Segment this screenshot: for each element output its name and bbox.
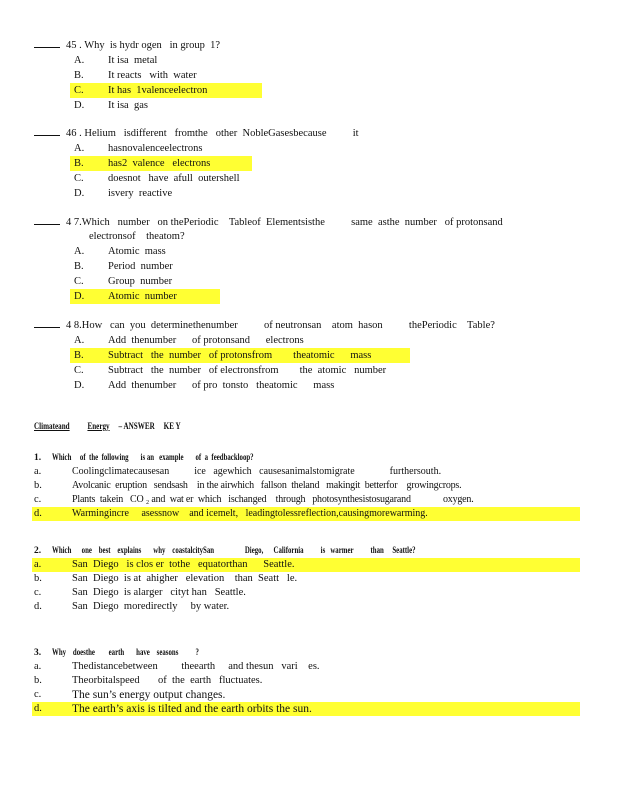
question-text: Which one best explains why coastalcitySan Diego, California is warmer than Seattle? [52, 546, 416, 556]
option-b-highlighted: B. Subtract the number of protonsfrom theatomic mass [34, 348, 594, 363]
question-text: Why is hydr ogen in group 1? [84, 40, 221, 51]
option-b: b. Theorbitalspeed of the earth fluctuates. [34, 675, 263, 686]
option-a: A. hasnovalenceelectrons [74, 143, 203, 154]
option-a: A. Atomic mass [74, 246, 166, 257]
key-question-2 [34, 545, 594, 614]
option-d: D. Add thenumber of pro tonsto theatomic mass [74, 380, 335, 391]
question-text: How can you determinethenumber of neutronsan atom hason thePeriodic Table? [81, 320, 495, 331]
question-45 [34, 38, 594, 113]
question-text: Why doesthe earth have seasons ? [52, 648, 199, 658]
key-question-1 [34, 452, 594, 521]
option-d-highlighted: d. The earth’s axis is tilted and the earth orbits the sun. [34, 702, 594, 716]
answer-key-title: Climateand Energy – ANSWER KE Y [34, 422, 181, 432]
question-number: 46 . [66, 128, 82, 139]
option-b: b. San Diego is at ahigher elevation than Seatt le. [34, 573, 298, 584]
option-b: b. Avolcanic eruption sendsash in the airwhich fallson theland makingit betterfor growingcrops. [34, 480, 462, 491]
option-b: B. Period number [74, 261, 173, 272]
answer-blank [34, 38, 60, 48]
option-d: D. isvery reactive [74, 188, 173, 199]
option-a: A. Add thenumber of protonsand electrons [74, 335, 304, 346]
key-question-3 [34, 647, 594, 716]
question-text: Helium isdifferent fromthe other NobleGasesbecause it [84, 128, 359, 139]
option-d-highlighted: D. Atomic number [34, 289, 594, 304]
question-number: 3. [34, 648, 42, 658]
answer-blank [34, 215, 60, 225]
question-text: Which number on thePeriodic Tableof Elementsisthe same asthe number of protonsand [81, 217, 503, 228]
question-47 [34, 215, 594, 304]
option-c: C. Group number [74, 276, 173, 287]
option-d-highlighted: d. Warmingincre asessnow and icemelt, leadingtolessreflection,causingmorewarming. [34, 507, 594, 521]
option-a: a. Coolingclimatecausesan ice agewhich causesanimalstomigrate furthersouth. [34, 466, 442, 477]
question-number: 45 . [66, 40, 82, 51]
question-number: 1. [34, 453, 42, 463]
option-c: c. San Diego is alarger cityt han Seattle. [34, 587, 246, 598]
option-d: D. It isa gas [74, 100, 148, 111]
option-a-highlighted: a. San Diego is clos er tothe equatorthan Seattle. [34, 558, 594, 572]
option-c: C. doesnot have afull outershell [74, 173, 240, 184]
answer-blank [34, 318, 60, 328]
option-a: a. Thedistancebetween theearth and thesun vari es. [34, 661, 320, 672]
question-number: 2. [34, 546, 42, 556]
option-b-highlighted: B. has2 valence electrons [34, 156, 594, 171]
option-c: C. Subtract the number of electronsfrom the atomic number [74, 365, 387, 376]
question-46 [34, 126, 594, 201]
answer-blank [34, 126, 60, 136]
option-d: d. San Diego moredirectly by water. [34, 601, 230, 612]
option-c-highlighted: C. It has 1valenceelectron [34, 83, 594, 98]
option-b: B. It reacts with water [74, 70, 197, 81]
question-continuation: electronsof theatom? [89, 231, 185, 242]
option-c: c. Plants takein CO ₂ and wat er which ischanged through photosynthesistosugarand oxygen. [34, 494, 474, 505]
option-a: A. It isa metal [74, 55, 158, 66]
option-c: c. The sun’s energy output changes. [34, 689, 226, 701]
question-text: Which of the following is an example of a feedbackloop? [52, 453, 254, 463]
question-number: 4 8. [66, 320, 82, 331]
question-48 [34, 318, 594, 393]
question-number: 4 7. [66, 217, 82, 228]
